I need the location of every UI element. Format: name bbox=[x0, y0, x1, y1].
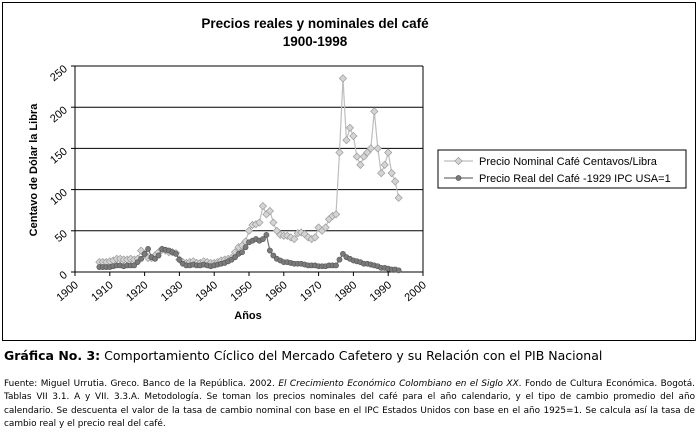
y-tick-label-100: 100 bbox=[48, 186, 70, 208]
chart-title: Precios reales y nominales del café bbox=[201, 16, 429, 31]
x-tick-label-1910: 1910 bbox=[89, 279, 116, 305]
series-2-point-1919 bbox=[139, 256, 144, 261]
series-2-point-1956 bbox=[267, 248, 272, 253]
x-tick-label-1970: 1970 bbox=[298, 279, 325, 305]
x-tick-label-1920: 1920 bbox=[124, 279, 151, 305]
y-tick-label-150: 150 bbox=[48, 145, 70, 167]
x-tick-label-1980: 1980 bbox=[332, 279, 360, 305]
source-text-2: . Fondo de Cultura Económica. Bogotá. Tablas VII 3.1. A y VII. 3.3.A. Metodología. Se toman los precios nominales del café para el año calendario, y el tipo de cambio promedio del año calendario. Se descuenta el valor de la tasa de cambio nominal con base en el IPC Estados Unidos con base en el año 1925=1. Se calcula así la tasa de cambio real y el precio real del café. bbox=[4, 379, 696, 430]
series-2-point-1929 bbox=[173, 251, 178, 256]
y-tick-labels bbox=[48, 63, 70, 282]
caption-text: Comportamiento Cíclico del Mercado Cafetero y su Relación con el PIB Nacional bbox=[100, 348, 603, 363]
legend-marker-2 bbox=[456, 175, 461, 180]
x-tick-label-1940: 1940 bbox=[193, 279, 221, 305]
legend bbox=[438, 150, 686, 188]
series-2-point-1975 bbox=[333, 263, 338, 268]
series-2-point-1920 bbox=[142, 251, 147, 256]
series-2-point-1924 bbox=[156, 253, 161, 258]
chart-svg bbox=[3, 3, 695, 340]
x-tick-label-2000: 2000 bbox=[402, 279, 429, 305]
y-tick-label-0: 0 bbox=[57, 269, 70, 283]
x-tick-label-1990: 1990 bbox=[367, 279, 395, 305]
x-tick-label-1950: 1950 bbox=[228, 279, 255, 305]
figure-source bbox=[4, 378, 695, 432]
chart-frame bbox=[2, 2, 696, 341]
chart-subtitle: 1900-1998 bbox=[282, 34, 348, 49]
caption-label: Gráfica No. 3: bbox=[4, 348, 101, 363]
source-book-title: El Crecimiento Económico Colombiano en el Siglo XX bbox=[278, 379, 519, 389]
series-2-point-1955 bbox=[264, 232, 269, 237]
x-tick-labels bbox=[54, 279, 428, 304]
figure-caption bbox=[4, 348, 696, 363]
source-text-1: Fuente: Miguel Urrutia. Greco. Banco de la República. 2002. bbox=[4, 379, 279, 389]
y-axis-title: Centavo de Dólar la Libra bbox=[28, 103, 40, 237]
series-2-point-1948 bbox=[239, 250, 244, 255]
legend-label-1: Precio Nominal Café Centavos/Libra bbox=[479, 156, 657, 168]
legend-label-2: Precio Real del Café -1929 IPC USA=1 bbox=[479, 173, 671, 185]
y-tick-label-50: 50 bbox=[52, 227, 70, 245]
series-2-point-1921 bbox=[145, 246, 150, 251]
x-axis-title: Años bbox=[234, 310, 262, 322]
x-tick-label-1930: 1930 bbox=[158, 279, 186, 305]
y-tick-label-200: 200 bbox=[48, 104, 70, 126]
x-tick-label-1900: 1900 bbox=[54, 279, 81, 305]
series-2-point-1976 bbox=[337, 257, 342, 262]
series-2-point-1993 bbox=[396, 268, 401, 273]
x-tick-label-1960: 1960 bbox=[263, 279, 290, 305]
y-tick-label-250: 250 bbox=[48, 63, 70, 85]
series-2-point-1949 bbox=[243, 245, 248, 250]
